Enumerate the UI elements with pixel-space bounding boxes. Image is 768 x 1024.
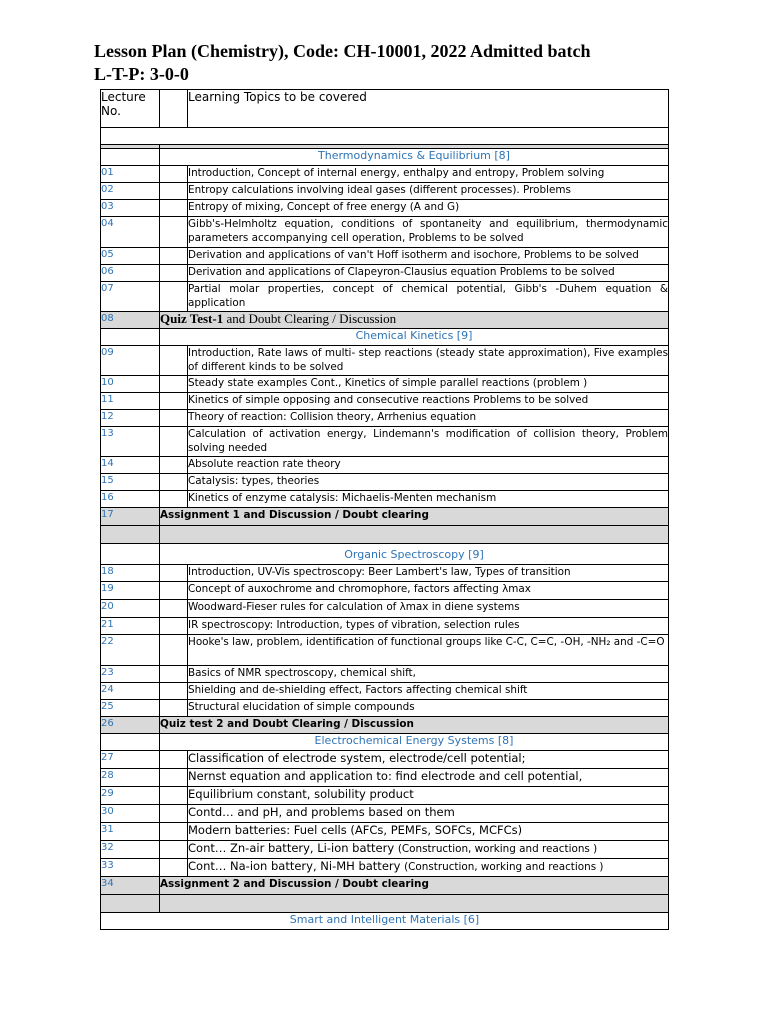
table-row (101, 841, 669, 859)
lecture-topic: Woodward-Fieser rules for calculation of λmax in diene systems (188, 600, 669, 618)
topic-main: Cont… Zn-air battery, Li-ion battery (188, 841, 398, 855)
blank-cell (160, 90, 188, 128)
section-row (101, 913, 669, 930)
lecture-topic: Nernst equation and application to: find electrode and cell potential, (188, 769, 669, 787)
lecture-number: 11 (101, 393, 160, 410)
table-row (101, 183, 669, 200)
spacer-row (101, 895, 669, 913)
lecture-topic: Derivation and applications of van't Hoff isotherm and isochore, Problems to be solved (188, 248, 669, 265)
lecture-topic: Assignment 2 and Discussion / Doubt clearing (160, 877, 669, 895)
lecture-topic: Kinetics of enzyme catalysis: Michaelis-Menten mechanism (188, 491, 669, 508)
topic-main: Cont… Na-ion battery, Ni-MH battery (188, 859, 405, 873)
table-row (101, 666, 669, 683)
table-row (101, 410, 669, 427)
section-row (101, 544, 669, 565)
quiz-rest: and Doubt Clearing / Discussion (223, 311, 397, 326)
lecture-topic: Hooke's law, problem, identification of functional groups like C-C, C=C, -OH, -NH₂ and -C=O (188, 635, 669, 666)
table-row (101, 823, 669, 841)
lecture-number: 26 (101, 717, 160, 734)
lecture-topic: Basics of NMR spectroscopy, chemical shift, (188, 666, 669, 683)
spacer-row (101, 128, 669, 145)
section-title-electrochemical: Electrochemical Energy Systems [8] (160, 734, 669, 751)
lecture-number: 15 (101, 474, 160, 491)
table-row (101, 217, 669, 248)
lecture-number: 28 (101, 769, 160, 787)
lecture-number: 14 (101, 457, 160, 474)
lecture-number: 25 (101, 700, 160, 717)
lecture-number: 17 (101, 508, 160, 526)
lecture-topic: Concept of auxochrome and chromophore, factors affecting λmax (188, 582, 669, 600)
lecture-number: 30 (101, 805, 160, 823)
lecture-topic: Catalysis: types, theories (188, 474, 669, 491)
table-row (101, 600, 669, 618)
lecture-topic: Kinetics of simple opposing and consecutive reactions Problems to be solved (188, 393, 669, 410)
table-row (101, 582, 669, 600)
table-row (101, 700, 669, 717)
table-row (101, 248, 669, 265)
lecture-number: 12 (101, 410, 160, 427)
lecture-topic: Equilibrium constant, solubility product (188, 787, 669, 805)
table-row (101, 683, 669, 700)
table-row (101, 491, 669, 508)
table-row (101, 769, 669, 787)
lecture-number: 24 (101, 683, 160, 700)
section-row (101, 734, 669, 751)
lesson-plan-table (100, 89, 669, 930)
ltp-line: L-T-P: 3-0-0 (94, 64, 189, 84)
lecture-number: 09 (101, 346, 160, 376)
topics-header: Learning Topics to be covered (188, 90, 669, 128)
lecture-number: 16 (101, 491, 160, 508)
lecture-number: 13 (101, 427, 160, 457)
table-row (101, 265, 669, 282)
topic-detail: (Construction, working and reactions ) (397, 843, 598, 855)
lecture-topic: Classification of electrode system, electrode/cell potential; (188, 751, 669, 769)
lecture-number: 34 (101, 877, 160, 895)
table-row (101, 427, 669, 457)
lecture-number: 27 (101, 751, 160, 769)
section-title-spectroscopy: Organic Spectroscopy [9] (160, 544, 669, 565)
table-row (101, 474, 669, 491)
lecture-number: 32 (101, 841, 160, 859)
table-header-row (101, 90, 669, 128)
lecture-number: 07 (101, 282, 160, 312)
lecture-number: 01 (101, 166, 160, 183)
table-row (101, 618, 669, 635)
lecture-number: 05 (101, 248, 160, 265)
lecture-topic: Absolute reaction rate theory (188, 457, 669, 474)
lecture-topic: IR spectroscopy: Introduction, types of vibration, selection rules (188, 618, 669, 635)
document-title: Lesson Plan (Chemistry), Code: CH-10001, 2022 Admitted batch (94, 41, 591, 61)
table-row (101, 877, 669, 895)
table-row (101, 787, 669, 805)
lecture-number: 04 (101, 217, 160, 248)
lecture-topic: Assignment 1 and Discussion / Doubt clearing (160, 508, 669, 526)
lecture-no-header: Lecture No. (101, 90, 160, 128)
lecture-number: 22 (101, 635, 160, 666)
lecture-topic: Entropy of mixing, Concept of free energy (A and G) (188, 200, 669, 217)
table-row (101, 393, 669, 410)
section-row (101, 329, 669, 346)
lecture-topic: Introduction, Rate laws of multi- step reactions (steady state approximation), Five examples of different kinds to be solved (188, 346, 669, 376)
table-row (101, 508, 669, 526)
table-row (101, 635, 669, 666)
lecture-topic (188, 841, 669, 859)
table-row (101, 282, 669, 312)
lecture-number: 31 (101, 823, 160, 841)
lecture-number: 06 (101, 265, 160, 282)
table-row (101, 346, 669, 376)
lecture-number: 33 (101, 859, 160, 877)
lecture-number: 21 (101, 618, 160, 635)
lecture-number: 19 (101, 582, 160, 600)
section-title-smart-materials: Smart and Intelligent Materials [6] (101, 913, 669, 930)
lecture-topic: Derivation and applications of Clapeyron-Clausius equation Problems to be solved (188, 265, 669, 282)
lecture-number: 20 (101, 600, 160, 618)
table-row (101, 457, 669, 474)
table-row (101, 805, 669, 823)
lecture-number: 23 (101, 666, 160, 683)
lecture-topic: Introduction, UV-Vis spectroscopy: Beer Lambert's law, Types of transition (188, 565, 669, 582)
table-row (101, 376, 669, 393)
quiz-label: Quiz Test-1 (160, 311, 224, 326)
spacer-row (101, 526, 669, 544)
table-row (101, 200, 669, 217)
lecture-number: 03 (101, 200, 160, 217)
lecture-number: 02 (101, 183, 160, 200)
table-row (101, 751, 669, 769)
section-row (101, 149, 669, 166)
section-title-kinetics: Chemical Kinetics [9] (160, 329, 669, 346)
lecture-topic: Structural elucidation of simple compounds (188, 700, 669, 717)
lecture-topic: Shielding and de-shielding effect, Factors affecting chemical shift (188, 683, 669, 700)
table-row (101, 859, 669, 877)
lecture-number: 08 (101, 312, 160, 329)
lecture-topic: Quiz test 2 and Doubt Clearing / Discussion (160, 717, 669, 734)
section-title-thermodynamics: Thermodynamics & Equilibrium [8] (160, 149, 669, 166)
lecture-number: 29 (101, 787, 160, 805)
table-row (101, 166, 669, 183)
lecture-topic: Partial molar properties, concept of chemical potential, Gibb's -Duhem equation & application (188, 282, 669, 312)
lecture-topic (160, 312, 669, 329)
lecture-topic: Steady state examples Cont., Kinetics of simple parallel reactions (problem ) (188, 376, 669, 393)
lecture-number: 10 (101, 376, 160, 393)
table-row (101, 565, 669, 582)
lecture-topic: Introduction, Concept of internal energy, enthalpy and entropy, Problem solving (188, 166, 669, 183)
table-row (101, 312, 669, 329)
lecture-topic: Contd… and pH, and problems based on them (188, 805, 669, 823)
lecture-topic (188, 859, 669, 877)
lecture-topic: Gibb's-Helmholtz equation, conditions of spontaneity and equilibrium, thermodynamic parameters accompanying cell operation, Problems to be solved (188, 217, 669, 248)
lecture-topic: Entropy calculations involving ideal gases (different processes). Problems (188, 183, 669, 200)
lecture-number: 18 (101, 565, 160, 582)
lecture-topic: Theory of reaction: Collision theory, Arrhenius equation (188, 410, 669, 427)
table-row (101, 717, 669, 734)
lecture-topic: Modern batteries: Fuel cells (AFCs, PEMFs, SOFCs, MCFCs) (188, 823, 669, 841)
page-header (94, 40, 591, 86)
topic-detail: (Construction, working and reactions ) (404, 861, 604, 873)
lecture-topic: Calculation of activation energy, Lindemann's modification of collision theory, Problem solving needed (188, 427, 669, 457)
